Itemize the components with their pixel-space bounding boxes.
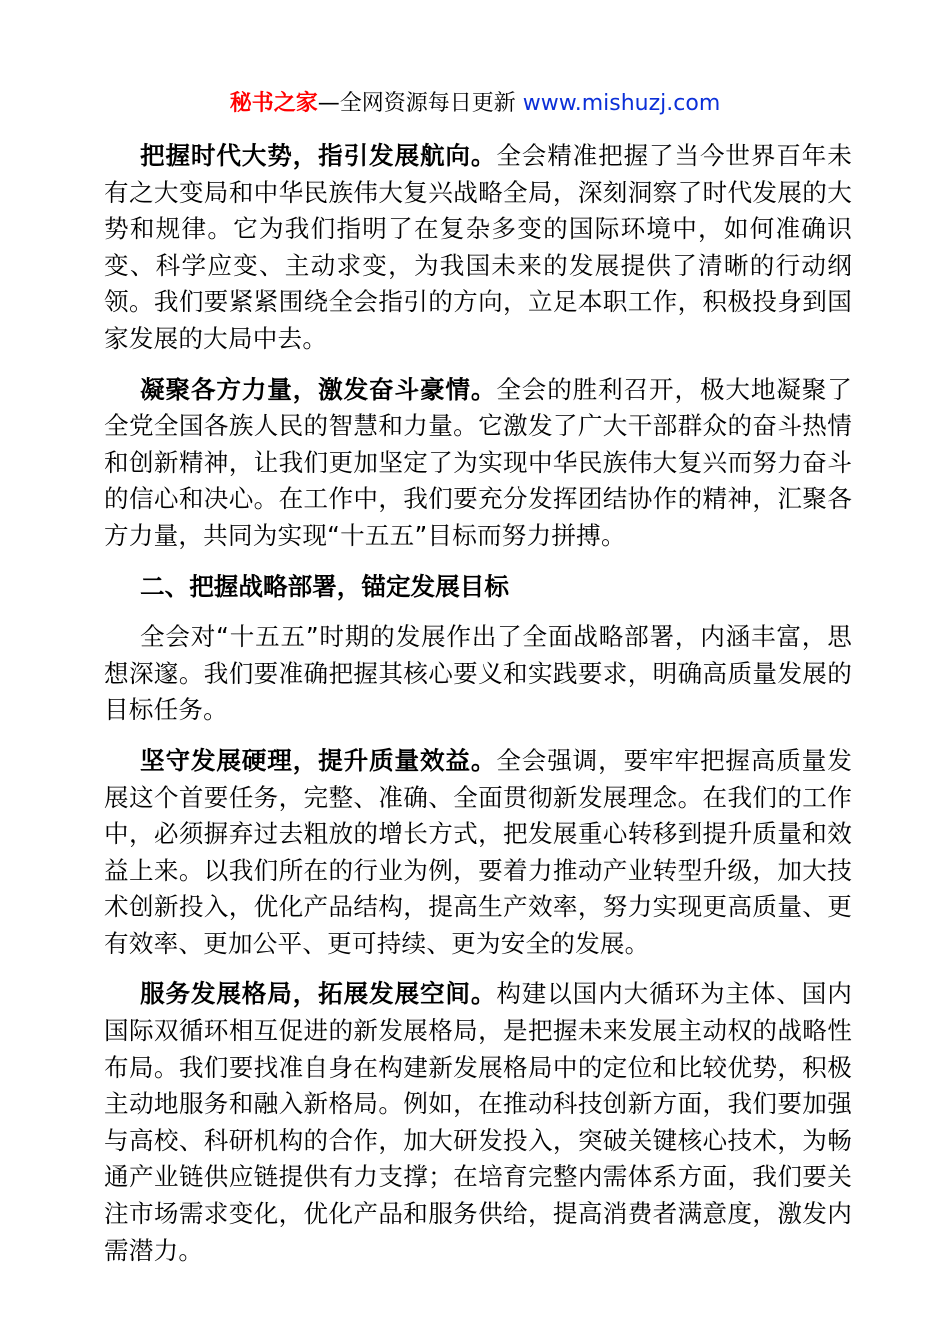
header-dash: —	[317, 91, 340, 116]
page-header	[0, 88, 950, 120]
paragraph-text: 构建以国内大循环为主体、国内国际双循环相互促进的新发展格局，是把握未来发展主动权的战略性布局。我们要找准自身在构建新发展格局中的定位和比较优势，积极主动地服务和融入新格局。例如，在推动科技创新方面，我们要加强与高校、科研机构的合作，加大研发投入，突破关键核心技术，为畅通产业链供应链提供有力支撑；在培育完整内需体系方面，我们要关注市场需求变化，优化产品和服务供给，提高消费者满意度，激发内需潜力。	[104, 979, 852, 1265]
paragraph-lead: 凝聚各方力量，激发奋斗豪情。	[140, 374, 497, 404]
document-body	[104, 138, 852, 1283]
paragraph	[104, 743, 852, 963]
paragraph	[104, 372, 852, 555]
section-intro: 全会对“十五五”时期的发展作出了全面战略部署，内涵丰富，思想深邃。我们要准确把握其核心要义和实践要求，明确高质量发展的目标任务。	[104, 622, 852, 725]
paragraph-text: 全会强调，要牢牢把握高质量发展这个首要任务，完整、准确、全面贯彻新发展理念。在我们的工作中，必须摒弃过去粗放的增长方式，把发展重心转移到提升质量和效益上来。以我们所在的行业为例，要着力推动产业转型升级，加大技术创新投入，优化产品结构，提高生产效率，努力实现更高质量、更有效率、更加公平、更可持续、更为安全的发展。	[104, 745, 852, 958]
header-url-link[interactable]: www.mishuzj.com	[522, 91, 721, 116]
section-heading: 二、把握战略部署，锚定发展目标	[140, 571, 509, 601]
header-tagline: 全网资源每日更新	[339, 91, 516, 116]
paragraph	[104, 976, 852, 1269]
paragraph-text: 全会精准把握了当今世界百年未有之大变局和中华民族伟大复兴战略全局，深刻洞察了时代发展的大势和规律。它为我们指明了在复杂多变的国际环境中，如何准确识变、科学应变、主动求变，为我国未来的发展提供了清晰的行动纲领。我们要紧紧围绕全会指引的方向，立足本职工作，积极投身到国家发展的大局中去。	[104, 141, 852, 353]
paragraph-lead: 把握时代大势，指引发展航向。	[140, 141, 497, 170]
paragraph	[104, 138, 852, 358]
brand-name: 秘书之家	[229, 91, 318, 116]
paragraph-lead: 坚守发展硬理，提升质量效益。	[140, 745, 497, 775]
paragraph-lead: 服务发展格局，拓展发展空间。	[140, 979, 497, 1009]
paragraph-text: 全会的胜利召开，极大地凝聚了全党全国各族人民的智慧和力量。它激发了广大干部群众的奋斗热情和创新精神，让我们更加坚定了为实现中华民族伟大复兴而努力奋斗的信心和决心。在工作中，我们要充分发挥团结协作的精神，汇聚各方力量，共同为实现“十五五”目标而努力拼搏。	[104, 374, 852, 550]
